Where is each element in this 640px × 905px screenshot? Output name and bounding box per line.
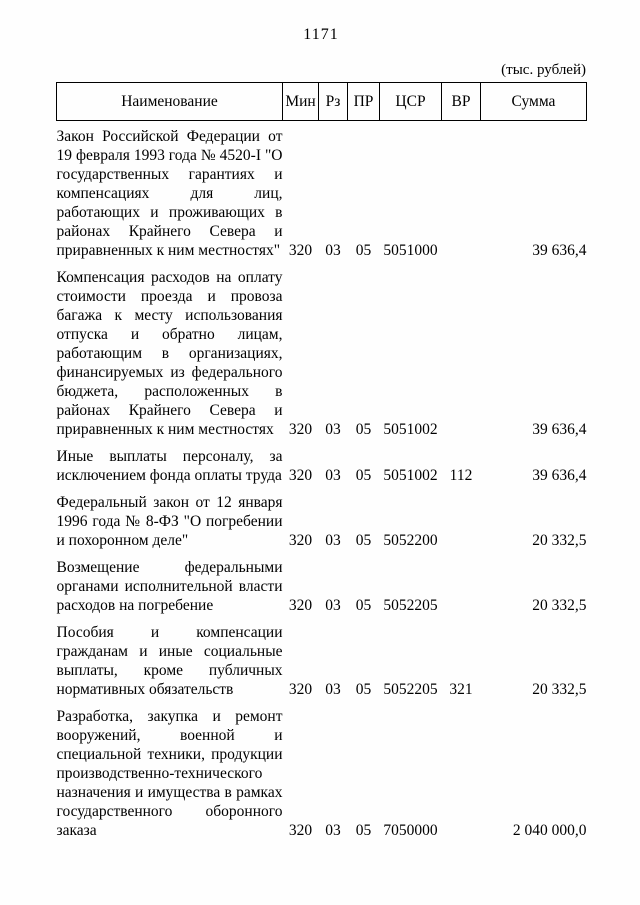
cell-name: Федеральный закон от 12 января 1996 года № 8-ФЗ "О погребении и похоронном деле" (56, 494, 283, 549)
cell-pr: 05 (355, 421, 372, 438)
cell-pr: 05 (355, 597, 372, 614)
cell-summa: 39 636,4 (532, 421, 587, 438)
cell-name: Возмещение федеральными органами исполнительной власти расходов на погребение (56, 559, 283, 614)
table-row (57, 702, 587, 843)
cell-vr (442, 553, 481, 618)
table-row (57, 553, 587, 618)
cell-pr: 05 (355, 532, 372, 549)
cell-summa: 39 636,4 (532, 467, 587, 484)
cell-csr: 5052205 (383, 681, 438, 698)
cell-csr: 5052200 (383, 532, 438, 549)
cell-min: 320 (288, 421, 313, 438)
cell-pr: 05 (355, 242, 372, 259)
table-row (57, 263, 587, 442)
cell-rz: 03 (325, 822, 341, 839)
cell-name: Закон Российской Федерации от 19 февраля 1993 года № 4520-I "О государственных гарантиях и компенсациях для лиц, работающих и проживающих в районах Крайнего Севера и приравненных к ним местностях" (56, 128, 283, 259)
cell-vr (442, 702, 481, 843)
cell-vr: 112 (449, 467, 473, 484)
cell-rz: 03 (325, 421, 341, 438)
cell-pr: 05 (355, 822, 372, 839)
cell-summa: 20 332,5 (532, 532, 587, 549)
page-number: 1171 (303, 26, 339, 43)
cell-min: 320 (288, 242, 313, 259)
cell-min: 320 (288, 597, 313, 614)
cell-rz: 03 (325, 467, 341, 484)
cell-min: 320 (288, 467, 313, 484)
table-row (57, 442, 587, 488)
cell-csr: 5051000 (383, 242, 438, 259)
cell-name: Иные выплаты персоналу, за исключением фонда оплаты труда (56, 448, 283, 484)
cell-csr: 5051002 (383, 421, 438, 438)
table-header (57, 83, 587, 121)
cell-csr: 5051002 (383, 467, 438, 484)
cell-csr: 5052205 (383, 597, 438, 614)
cell-pr: 05 (355, 681, 372, 698)
cell-vr (442, 121, 481, 264)
table-row (57, 488, 587, 553)
table-body (57, 121, 587, 844)
header-name: Наименование (57, 83, 283, 121)
cell-vr: 321 (449, 681, 473, 698)
cell-rz: 03 (325, 681, 341, 698)
cell-summa: 20 332,5 (532, 681, 587, 698)
cell-min: 320 (288, 681, 313, 698)
header-pr: ПР (348, 83, 380, 121)
cell-min: 320 (288, 822, 313, 839)
cell-rz: 03 (325, 242, 341, 259)
cell-summa: 39 636,4 (532, 242, 587, 259)
header-row (57, 83, 587, 121)
header-vr: ВР (442, 83, 481, 121)
units-note: (тыс. рублей) (501, 62, 586, 78)
cell-name: Разработка, закупка и ремонт вооружений, военной и специальной техники, продукции производственно-технического назначения и имущества в рамках государственного оборонного заказа (56, 708, 283, 839)
cell-vr (442, 488, 481, 553)
cell-csr: 7050000 (383, 822, 438, 839)
cell-summa: 20 332,5 (532, 597, 587, 614)
cell-name: Компенсация расходов на оплату стоимости проезда и провоза багажа к месту использования отпуска и обратно лицам, работающим в организациях, финансируемых из федерального бюджета, расположенных в районах Крайнего Севера и приравненных к ним местностях (56, 269, 283, 438)
header-min: Мин (283, 83, 319, 121)
cell-vr (442, 263, 481, 442)
budget-table (56, 82, 587, 843)
cell-rz: 03 (325, 597, 341, 614)
table-row (57, 618, 587, 702)
cell-min: 320 (288, 532, 313, 549)
cell-pr: 05 (355, 467, 372, 484)
header-csr: ЦСР (380, 83, 442, 121)
cell-name: Пособия и компенсации гражданам и иные социальные выплаты, кроме публичных нормативных обязательств (56, 624, 283, 698)
cell-summa: 2 040 000,0 (512, 822, 587, 839)
header-rz: Рз (319, 83, 348, 121)
header-summa: Сумма (481, 83, 587, 121)
cell-rz: 03 (325, 532, 341, 549)
table-row (57, 121, 587, 264)
